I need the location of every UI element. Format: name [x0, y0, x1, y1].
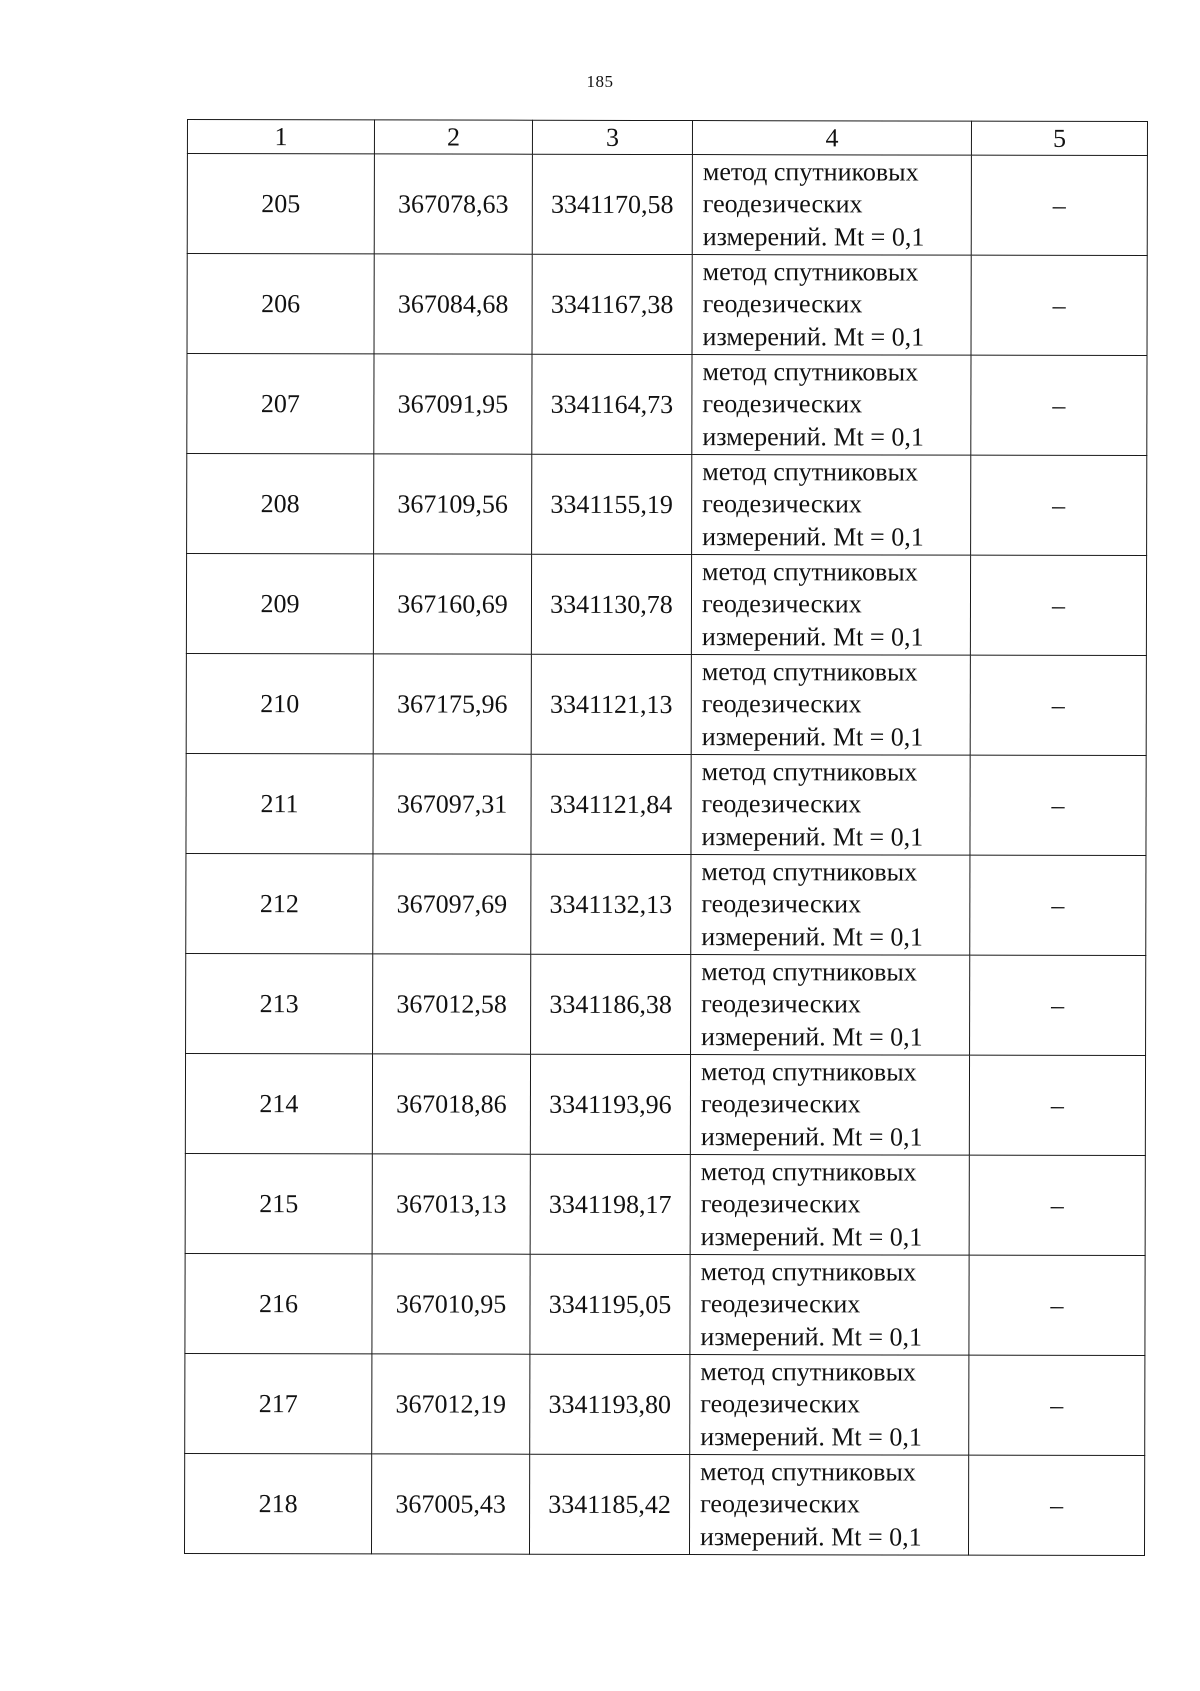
method-line: геодезических	[700, 1089, 861, 1119]
y-coordinate-cell: 3341167,38	[532, 254, 692, 354]
method-line: метод спутниковых	[701, 756, 918, 787]
point-number-cell: 210	[186, 653, 373, 753]
method-line: измерений. Mt = 0,1	[701, 921, 923, 952]
table-header-row	[187, 120, 1147, 156]
column-header-1: 1	[187, 120, 374, 154]
note-cell: –	[970, 655, 1146, 755]
x-coordinate-cell: 367013,13	[372, 1154, 530, 1254]
table-row	[187, 354, 1147, 456]
method-line: метод спутниковых	[702, 156, 919, 187]
method-line: измерений. Mt = 0,1	[700, 1121, 923, 1152]
x-coordinate-cell: 367010,95	[372, 1254, 530, 1354]
method-line: метод спутниковых	[701, 856, 918, 887]
method-line: измерений. Mt = 0,1	[702, 321, 925, 352]
method-line: геодезических	[702, 389, 863, 419]
y-coordinate-cell: 3341198,17	[530, 1154, 690, 1254]
method-line: геодезических	[701, 789, 862, 819]
method-line: измерений. Mt = 0,1	[700, 1321, 923, 1352]
method-cell	[692, 455, 971, 556]
x-coordinate-cell: 367160,69	[373, 554, 531, 654]
note-cell: –	[970, 855, 1146, 955]
note-cell: –	[970, 755, 1146, 855]
y-coordinate-cell: 3341164,73	[532, 354, 692, 454]
table-row	[185, 1253, 1145, 1355]
method-cell	[689, 1455, 968, 1556]
point-number-cell: 217	[185, 1353, 372, 1453]
method-line: метод спутниковых	[700, 1456, 916, 1487]
method-cell	[690, 1355, 969, 1456]
x-coordinate-cell: 367097,69	[373, 854, 531, 954]
method-cell	[691, 755, 970, 856]
note-cell: –	[969, 1055, 1145, 1155]
table-row	[186, 753, 1146, 855]
y-coordinate-cell: 3341195,05	[530, 1254, 690, 1354]
method-line: геодезических	[702, 189, 863, 219]
method-line: геодезических	[701, 989, 861, 1019]
table-row	[185, 1353, 1145, 1455]
method-cell	[692, 155, 971, 256]
x-coordinate-cell: 367091,95	[374, 354, 532, 454]
table-row	[186, 853, 1146, 955]
table-row	[186, 554, 1146, 656]
table-body	[184, 154, 1147, 1556]
method-line: метод спутниковых	[700, 1256, 917, 1287]
point-number-cell: 214	[185, 1053, 372, 1153]
table-row	[187, 254, 1147, 356]
x-coordinate-cell: 367005,43	[371, 1454, 529, 1554]
table-row	[186, 953, 1146, 1055]
note-cell: –	[970, 555, 1146, 655]
method-line: геодезических	[700, 1389, 861, 1419]
method-line: метод спутниковых	[702, 356, 919, 387]
table-row	[186, 653, 1146, 755]
coordinates-table	[184, 119, 1148, 1556]
y-coordinate-cell: 3341193,96	[530, 1054, 690, 1154]
method-cell	[691, 655, 970, 756]
column-header-2: 2	[374, 120, 532, 154]
table-row	[184, 1453, 1144, 1555]
note-cell: –	[969, 1255, 1145, 1355]
note-cell: –	[971, 155, 1147, 255]
table-row	[185, 1053, 1145, 1155]
point-number-cell: 209	[186, 554, 373, 654]
method-line: метод спутниковых	[702, 256, 919, 287]
point-number-cell: 213	[186, 953, 373, 1053]
y-coordinate-cell: 3341130,78	[531, 554, 691, 654]
y-coordinate-cell: 3341121,84	[531, 754, 691, 854]
column-header-4: 4	[692, 121, 971, 156]
note-cell: –	[970, 955, 1146, 1055]
method-line: измерений. Mt = 0,1	[701, 821, 924, 852]
method-cell	[691, 855, 970, 956]
method-cell	[692, 255, 971, 356]
page-number: 185	[586, 72, 614, 91]
table-row	[187, 154, 1147, 256]
x-coordinate-cell: 367012,58	[373, 954, 531, 1054]
method-line: метод спутниковых	[700, 1156, 917, 1187]
method-line: геодезических	[701, 589, 862, 619]
note-cell: –	[971, 455, 1147, 555]
method-line: измерений. Mt = 0,1	[701, 721, 924, 752]
y-coordinate-cell: 3341155,19	[532, 454, 692, 554]
method-line: геодезических	[701, 889, 862, 919]
point-number-cell: 215	[185, 1153, 372, 1253]
method-line: измерений. Mt = 0,1	[700, 1221, 923, 1252]
point-number-cell: 212	[186, 853, 373, 953]
table-row	[187, 454, 1147, 556]
method-line: измерений. Mt = 0,1	[700, 1521, 922, 1552]
method-line: метод спутниковых	[702, 556, 918, 587]
method-line: геодезических	[700, 1289, 861, 1319]
note-cell: –	[971, 255, 1147, 355]
method-line: метод спутниковых	[700, 1056, 917, 1087]
method-cell	[690, 1255, 969, 1356]
x-coordinate-cell: 367018,86	[372, 1054, 530, 1154]
method-line: измерений. Mt = 0,1	[702, 421, 924, 452]
column-header-3: 3	[532, 120, 692, 154]
point-number-cell: 216	[185, 1253, 372, 1353]
method-line: измерений. Mt = 0,1	[700, 1421, 922, 1452]
method-line: измерений. Mt = 0,1	[701, 1021, 923, 1052]
method-line: геодезических	[702, 489, 862, 519]
y-coordinate-cell: 3341193,80	[530, 1354, 690, 1454]
column-header-5: 5	[971, 121, 1147, 155]
point-number-cell: 207	[187, 354, 374, 454]
note-cell: –	[969, 1355, 1145, 1455]
x-coordinate-cell: 367097,31	[373, 754, 531, 854]
y-coordinate-cell: 3341121,13	[531, 654, 691, 754]
y-coordinate-cell: 3341185,42	[529, 1454, 689, 1554]
method-line: геодезических	[700, 1489, 860, 1519]
method-line: метод спутниковых	[702, 456, 918, 487]
method-cell	[692, 355, 971, 456]
point-number-cell: 218	[184, 1453, 371, 1553]
x-coordinate-cell: 367012,19	[372, 1354, 530, 1454]
method-line: измерений. Mt = 0,1	[701, 621, 924, 652]
method-line: геодезических	[702, 289, 863, 319]
method-line: метод спутниковых	[700, 1356, 917, 1387]
method-line: геодезических	[700, 1189, 861, 1219]
note-cell: –	[971, 355, 1147, 455]
method-line: измерений. Mt = 0,1	[702, 521, 924, 552]
x-coordinate-cell: 367109,56	[374, 454, 532, 554]
method-cell	[691, 555, 970, 656]
x-coordinate-cell: 367084,68	[374, 254, 532, 354]
note-cell: –	[969, 1155, 1145, 1255]
x-coordinate-cell: 367078,63	[374, 154, 532, 254]
point-number-cell: 205	[187, 154, 374, 254]
method-line: геодезических	[701, 689, 862, 719]
point-number-cell: 206	[187, 254, 374, 354]
y-coordinate-cell: 3341186,38	[531, 954, 691, 1054]
method-line: измерений. Mt = 0,1	[702, 221, 925, 252]
y-coordinate-cell: 3341170,58	[532, 154, 692, 254]
method-line: метод спутниковых	[701, 656, 918, 687]
table-row	[185, 1153, 1145, 1255]
method-cell	[690, 1155, 969, 1256]
method-cell	[690, 1055, 969, 1156]
note-cell: –	[968, 1455, 1144, 1555]
method-line: метод спутниковых	[701, 956, 917, 987]
x-coordinate-cell: 367175,96	[373, 654, 531, 754]
point-number-cell: 211	[186, 753, 373, 853]
y-coordinate-cell: 3341132,13	[531, 854, 691, 954]
method-cell	[691, 955, 970, 1056]
point-number-cell: 208	[187, 454, 374, 554]
